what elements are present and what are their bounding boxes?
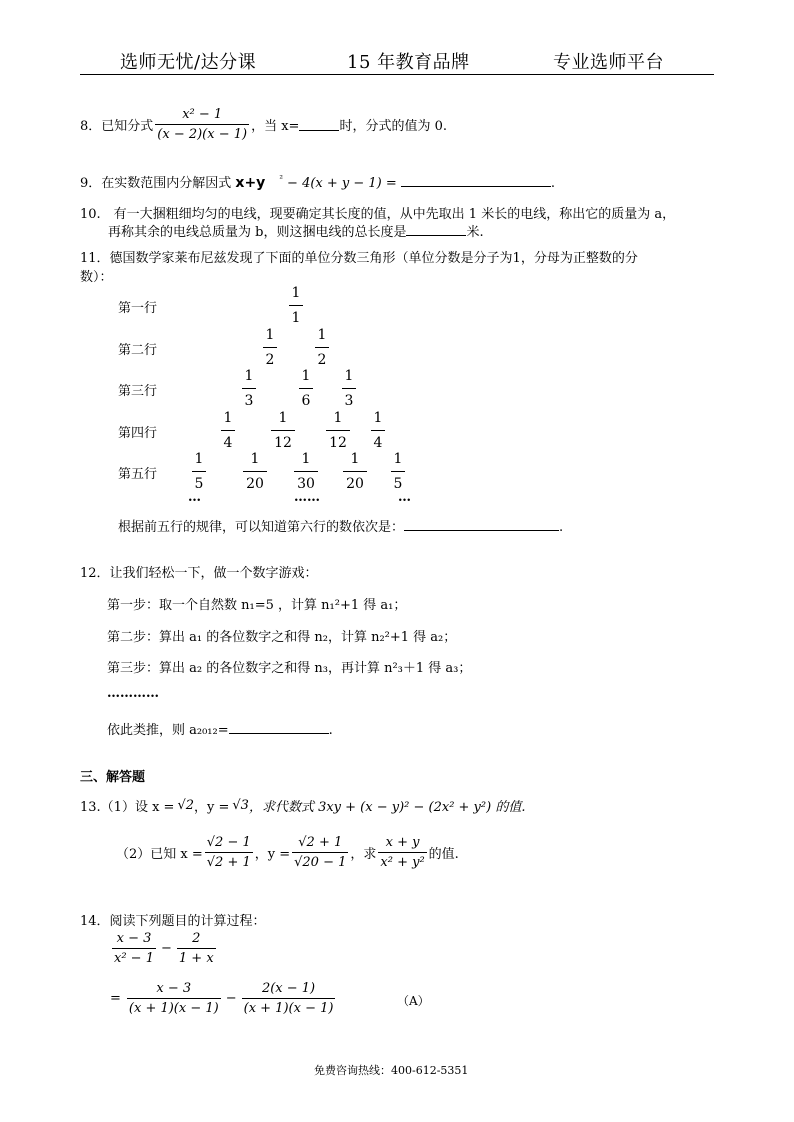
triangle-fraction bbox=[243, 452, 267, 491]
q14-l2-num2: 2(x − 1) bbox=[261, 981, 316, 996]
triangle-fraction bbox=[326, 411, 350, 450]
q12-dots: ………… bbox=[107, 686, 159, 701]
triangle-fraction bbox=[310, 328, 334, 367]
header-brand: 选师无忧/达分课 bbox=[120, 52, 257, 73]
q14-l1-operator: − bbox=[160, 941, 172, 956]
q10-line1: 10. 有一大捆粗细均匀的电线，现要确定其长度的值，从中先取出 1 米长的电线，称出它的质量为 a， bbox=[80, 207, 676, 222]
triangle-fraction bbox=[284, 286, 308, 325]
question-13-part1 bbox=[80, 796, 525, 815]
q10-line2-text: 再称其余的电线总质量为 b，则这捆电线的总长度是 bbox=[108, 225, 407, 240]
q13-p1-mid: ，y = bbox=[194, 800, 230, 815]
triangle-denominator: 4 bbox=[371, 430, 386, 450]
triangle-numerator: 1 bbox=[393, 451, 403, 467]
triangle-numerator: 1 bbox=[223, 410, 233, 426]
q14-intro: 14．阅读下列题目的计算过程： bbox=[80, 914, 266, 929]
triangle-denominator: 20 bbox=[343, 471, 367, 491]
triangle-dots-center: …… bbox=[294, 490, 320, 505]
row-label-4: 第四行 bbox=[118, 426, 158, 441]
triangle-numerator: 1 bbox=[291, 285, 301, 301]
q13-p2-suffix: 的值. bbox=[428, 847, 459, 862]
q13-p1-x: √2 bbox=[177, 798, 194, 813]
q13-p2-y-num: √2 + 1 bbox=[298, 835, 343, 850]
triangle-denominator: 2 bbox=[315, 347, 330, 367]
q14-l2-equals: = bbox=[110, 991, 121, 1006]
q13-p1-y: √3 bbox=[232, 798, 249, 813]
triangle-numerator: 1 bbox=[278, 410, 288, 426]
triangle-numerator: 1 bbox=[333, 410, 343, 426]
q12-conclusion bbox=[107, 719, 333, 738]
triangle-denominator: 5 bbox=[192, 471, 207, 491]
question-10-line2 bbox=[108, 221, 484, 240]
q9-expr-a: x+y bbox=[235, 175, 266, 191]
footer-hotline: 免费咨询热线：400-612-5351 bbox=[314, 1064, 469, 1077]
triangle-numerator: 1 bbox=[317, 327, 327, 343]
q8-answer-blank[interactable] bbox=[299, 118, 339, 131]
row-label-3: 第三行 bbox=[118, 384, 158, 399]
q14-l2-num1: x − 3 bbox=[156, 981, 192, 996]
q8-suffix: 时，分式的值为 0. bbox=[339, 119, 447, 134]
q14-l2-frac1 bbox=[127, 982, 221, 1015]
triangle-question bbox=[118, 516, 563, 535]
q13-p2-ask: ，求 bbox=[350, 847, 377, 862]
q8-fraction bbox=[155, 108, 249, 141]
triangle-denominator: 3 bbox=[342, 388, 357, 408]
q13-p2-prefix: （2）已知 x = bbox=[116, 847, 203, 862]
triangle-fraction bbox=[386, 452, 410, 491]
triangle-question-end: . bbox=[559, 520, 564, 535]
q14-line1 bbox=[110, 932, 218, 965]
triangle-dots-right: … bbox=[398, 490, 411, 505]
question-8 bbox=[80, 108, 447, 141]
triangle-denominator: 2 bbox=[263, 347, 278, 367]
q8-denominator: (x − 2)(x − 1) bbox=[155, 124, 249, 141]
triangle-fraction bbox=[258, 328, 282, 367]
row-label-1: 第一行 bbox=[118, 301, 158, 316]
q8-prefix: 8．已知分式 bbox=[80, 119, 154, 134]
q9-answer-blank[interactable] bbox=[401, 174, 551, 187]
q14-line2 bbox=[110, 982, 337, 1015]
q12-step3: 第三步：算出 a₂ 的各位数字之和得 n₃，再计算 n²₃＋1 得 a₃； bbox=[107, 661, 472, 676]
q14-l2-den1: (x + 1)(x − 1) bbox=[127, 998, 221, 1015]
triangle-denominator: 1 bbox=[289, 305, 304, 325]
q13-p2-target-fraction bbox=[378, 836, 426, 869]
q14-l2-operator: − bbox=[225, 991, 237, 1006]
q9-expr-b: − 4(x + y − 1) = bbox=[282, 176, 397, 191]
q12-intro: 12．让我们轻松一下，做一个数字游戏： bbox=[80, 566, 318, 581]
q14-l1-den2: 1 + x bbox=[177, 948, 216, 965]
q9-prefix: 9．在实数范围内分解因式 bbox=[80, 176, 232, 191]
q9-end: . bbox=[550, 176, 556, 191]
header-divider bbox=[80, 74, 714, 75]
triangle-dots-left: … bbox=[188, 490, 201, 505]
triangle-fraction bbox=[187, 452, 211, 491]
triangle-numerator: 1 bbox=[250, 451, 260, 467]
header-platform: 专业选师平台 bbox=[553, 52, 664, 73]
q14-l1-frac2 bbox=[177, 932, 216, 965]
triangle-denominator: 3 bbox=[242, 388, 257, 408]
q10-unit: 米. bbox=[466, 225, 484, 240]
q13-p2-mid: ，y = bbox=[254, 847, 291, 862]
q11-line1: 11．德国数学家莱布尼兹发现了下面的单位分数三角形（单位分数是分子为1，分母为正整数的分 bbox=[80, 251, 638, 266]
row-label-5: 第五行 bbox=[118, 467, 158, 482]
header-slogan: 15 年教育品牌 bbox=[347, 52, 470, 73]
row-label-2: 第二行 bbox=[118, 343, 158, 358]
triangle-fraction bbox=[216, 411, 240, 450]
q8-mid: ，当 x= bbox=[251, 119, 300, 134]
triangle-fraction bbox=[366, 411, 390, 450]
triangle-question-text: 根据前五行的规律，可以知道第六行的数依次是： bbox=[118, 520, 405, 535]
triangle-fraction bbox=[294, 369, 318, 408]
triangle-denominator: 12 bbox=[326, 430, 350, 450]
q14-l1-num1: x − 3 bbox=[116, 931, 152, 946]
q13-p2-y-den: √20 − 1 bbox=[292, 852, 348, 869]
question-9 bbox=[80, 172, 555, 191]
triangle-numerator: 1 bbox=[244, 368, 254, 384]
q10-answer-blank[interactable] bbox=[406, 223, 466, 236]
q13-p2-x-den: √2 + 1 bbox=[205, 852, 253, 869]
q13-p2-y-fraction bbox=[292, 836, 348, 869]
triangle-fraction bbox=[294, 452, 318, 491]
q8-numerator: x² − 1 bbox=[182, 107, 223, 122]
triangle-denominator: 5 bbox=[391, 471, 406, 491]
q12-answer-blank[interactable] bbox=[229, 721, 329, 734]
q14-l2-den2: (x + 1)(x − 1) bbox=[242, 998, 336, 1015]
q14-l1-den1: x² − 1 bbox=[112, 948, 156, 965]
q14-l1-num2: 2 bbox=[192, 931, 201, 946]
triangle-numerator: 1 bbox=[301, 451, 311, 467]
q13-p1-prefix: 13.（1）设 x = bbox=[80, 800, 175, 815]
triangle-fraction bbox=[237, 369, 261, 408]
triangle-denominator: 6 bbox=[299, 388, 314, 408]
q9-expr-square: ² bbox=[279, 174, 283, 185]
q12-step1: 第一步：取一个自然数 n₁=5 ，计算 n₁²+1 得 a₁； bbox=[107, 598, 407, 613]
triangle-numerator: 1 bbox=[350, 451, 360, 467]
triangle-fraction bbox=[343, 452, 367, 491]
triangle-numerator: 1 bbox=[265, 327, 275, 343]
q14-l1-frac1 bbox=[112, 932, 156, 965]
section-title: 三、解答题 bbox=[80, 770, 146, 785]
q13-p2-x-fraction bbox=[205, 836, 253, 869]
q14-l2-frac2 bbox=[242, 982, 336, 1015]
triangle-denominator: 30 bbox=[294, 471, 318, 491]
triangle-fraction bbox=[271, 411, 295, 450]
q13-p1-suffix: ，求代数式 3xy + (x − y)² − (2x² + y²) 的值. bbox=[248, 800, 526, 815]
triangle-numerator: 1 bbox=[344, 368, 354, 384]
q12-conclusion-text: 依此类推，则 a₂₀₁₂= bbox=[107, 723, 229, 738]
triangle-denominator: 4 bbox=[221, 430, 236, 450]
triangle-fraction bbox=[337, 369, 361, 408]
triangle-numerator: 1 bbox=[301, 368, 311, 384]
q12-step2: 第二步：算出 a₁ 的各位数字之和得 n₂，计算 n₂²+1 得 a₂； bbox=[107, 630, 457, 645]
q11-answer-blank[interactable] bbox=[404, 518, 559, 531]
triangle-denominator: 12 bbox=[271, 430, 295, 450]
q11-line2: 数）： bbox=[80, 270, 113, 285]
q13-p2-target-den: x² + y² bbox=[378, 852, 426, 869]
triangle-denominator: 20 bbox=[243, 471, 267, 491]
q13-p2-target-num: x + y bbox=[385, 835, 420, 850]
q12-conclusion-end: . bbox=[328, 723, 333, 738]
triangle-numerator: 1 bbox=[194, 451, 204, 467]
q13-p2-x-num: √2 − 1 bbox=[206, 835, 251, 850]
triangle-numerator: 1 bbox=[373, 410, 383, 426]
question-13-part2 bbox=[116, 836, 459, 869]
q14-step-tag: （A） bbox=[397, 994, 430, 1008]
